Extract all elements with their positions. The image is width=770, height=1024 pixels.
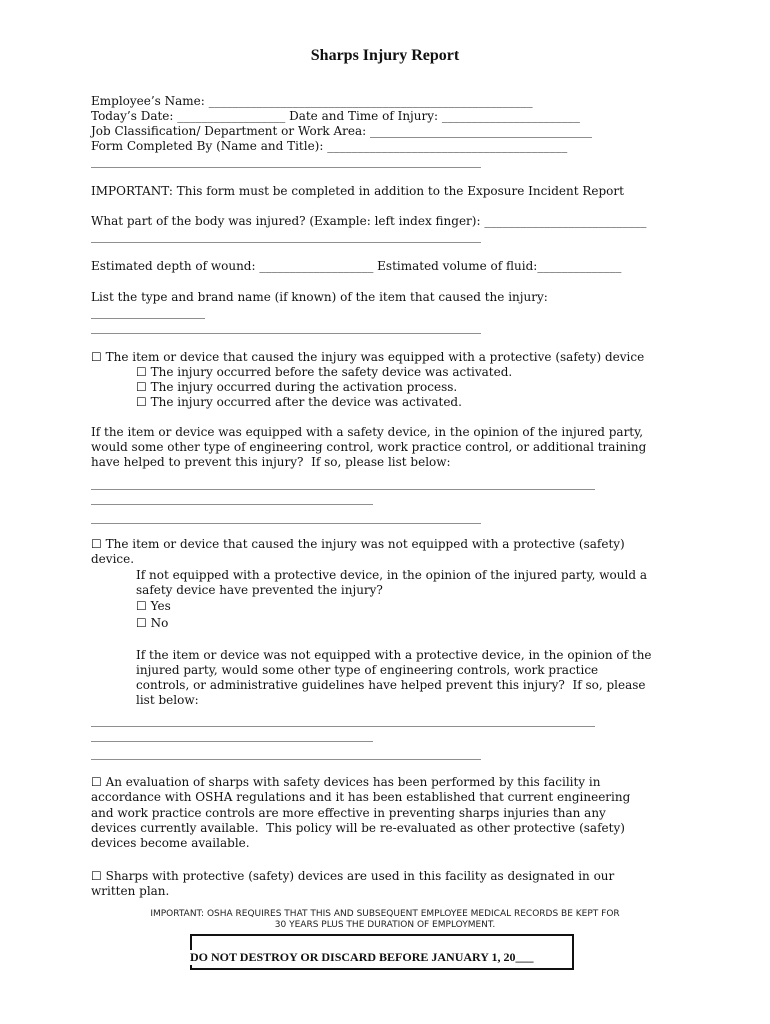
evaluation-text-line: devices become available. <box>91 836 250 850</box>
not-equipped-label-cont: device. <box>91 552 135 566</box>
checkbox-icon[interactable]: ☐ <box>136 365 147 379</box>
employee-name-field[interactable]: Employee’s Name: ______________________________________________________ <box>91 94 533 108</box>
checkbox-icon[interactable]: ☐ <box>91 869 102 883</box>
evaluation-option[interactable] <box>91 775 600 790</box>
destroy-notice: DO NOT DESTROY OR DISCARD BEFORE JANUARY 1, 20___ <box>190 950 534 964</box>
body-part-question[interactable]: What part of the body was injured? (Example: left index finger): ___________________________ <box>91 214 647 228</box>
before-activation-option[interactable] <box>136 365 512 380</box>
completed-by-continuation-line[interactable]: _________________________________________________________________ <box>91 154 481 168</box>
item-line[interactable]: _________________________________________________________________ <box>91 320 481 334</box>
checkbox-icon[interactable]: ☐ <box>91 350 102 364</box>
checkbox-icon[interactable]: ☐ <box>136 599 147 613</box>
after-activation-option[interactable] <box>136 395 462 410</box>
not-equipped-followup-line: list below: <box>136 693 199 707</box>
sharps-plan-option[interactable] <box>91 869 614 884</box>
checkbox-icon[interactable]: ☐ <box>91 537 102 551</box>
yes-option[interactable] <box>136 599 171 614</box>
evaluation-text: An evaluation of sharps with safety devices has been performed by this facility in <box>105 775 601 789</box>
not-equipped-answer-line[interactable]: ____________________________________________________________________________________ <box>91 713 595 727</box>
evaluation-text-line: accordance with OSHA regulations and it has been established that current engineering <box>91 790 631 804</box>
checkbox-icon[interactable]: ☐ <box>136 395 147 409</box>
sharps-plan-text-line: written plan. <box>91 884 170 898</box>
checkbox-icon[interactable]: ☐ <box>136 380 147 394</box>
equipped-question-line: have helped to prevent this injury? If so, please list below: <box>91 455 451 469</box>
no-option[interactable] <box>136 616 168 631</box>
before-activation-label: The injury occurred before the safety device was activated. <box>150 365 513 379</box>
after-activation-label: The injury occurred after the device was activated. <box>150 395 462 409</box>
item-question: List the type and brand name (if known) of the item that caused the injury: <box>91 290 548 304</box>
not-equipped-question-line: If not equipped with a protective device, in the opinion of the injured party, would a <box>136 568 647 582</box>
checkbox-icon[interactable]: ☐ <box>136 616 147 630</box>
equipped-option[interactable] <box>91 350 644 365</box>
not-equipped-followup-line: controls, or administrative guidelines have helped prevent this injury? If so, please <box>136 678 646 692</box>
not-equipped-label: The item or device that caused the injury was not equipped with a protective (safety) <box>105 537 625 551</box>
osha-note-line: IMPORTANT: OSHA REQUIRES THAT THIS AND SUBSEQUENT EMPLOYEE MEDICAL RECORDS BE KEPT FOR <box>150 909 620 919</box>
not-equipped-answer-line[interactable]: _________________________________________________________________ <box>91 746 481 760</box>
not-equipped-followup-line: If the item or device was not equipped with a protective device, in the opinion of the <box>136 648 652 662</box>
important-note: IMPORTANT: This form must be completed in addition to the Exposure Incident Report <box>91 184 624 198</box>
equipped-answer-line[interactable]: _______________________________________________ <box>91 491 373 505</box>
not-equipped-question-line: safety device have prevented the injury? <box>136 583 383 597</box>
osha-retention-note <box>86 909 684 931</box>
dates-field[interactable]: Today’s Date: __________________ Date and Time of Injury: _______________________ <box>91 109 580 123</box>
equipped-question-line: would some other type of engineering control, work practice control, or additional training <box>91 440 647 454</box>
wound-estimates-field[interactable]: Estimated depth of wound: ___________________ Estimated volume of fluid:______________ <box>91 259 622 273</box>
equipped-answer-line[interactable]: ____________________________________________________________________________________ <box>91 476 595 490</box>
osha-note-line: 30 YEARS PLUS THE DURATION OF EMPLOYMENT. <box>274 920 496 930</box>
evaluation-text-line: and work practice controls are more effective in preventing sharps injuries than any <box>91 806 606 820</box>
item-line[interactable]: ___________________ <box>91 305 205 319</box>
page-title: Sharps Injury Report <box>310 47 460 64</box>
job-classification-field[interactable]: Job Classification/ Department or Work Area: _____________________________________ <box>91 124 593 138</box>
completed-by-field[interactable]: Form Completed By (Name and Title): ________________________________________ <box>91 139 568 153</box>
not-equipped-answer-line[interactable]: _______________________________________________ <box>91 728 373 742</box>
body-part-continuation-line[interactable]: _________________________________________________________________ <box>91 229 481 243</box>
yes-label: Yes <box>150 599 171 613</box>
checkbox-icon[interactable]: ☐ <box>91 775 102 789</box>
during-activation-label: The injury occurred during the activation process. <box>150 380 458 394</box>
not-equipped-followup-line: injured party, would some other type of engineering controls, work practice <box>136 663 599 677</box>
equipped-label: The item or device that caused the injury was equipped with a protective (safety) device <box>105 350 645 364</box>
during-activation-option[interactable] <box>136 380 457 395</box>
evaluation-text-line: devices currently available. This policy will be re-evaluated as other protective (safety) <box>91 821 625 835</box>
no-label: No <box>150 616 169 630</box>
equipped-answer-line[interactable]: _________________________________________________________________ <box>91 510 481 524</box>
equipped-question-line: If the item or device was equipped with a safety device, in the opinion of the injured party, <box>91 425 644 439</box>
not-equipped-option[interactable] <box>91 537 625 552</box>
sharps-plan-text: Sharps with protective (safety) devices are used in this facility as designated in our <box>105 869 615 883</box>
